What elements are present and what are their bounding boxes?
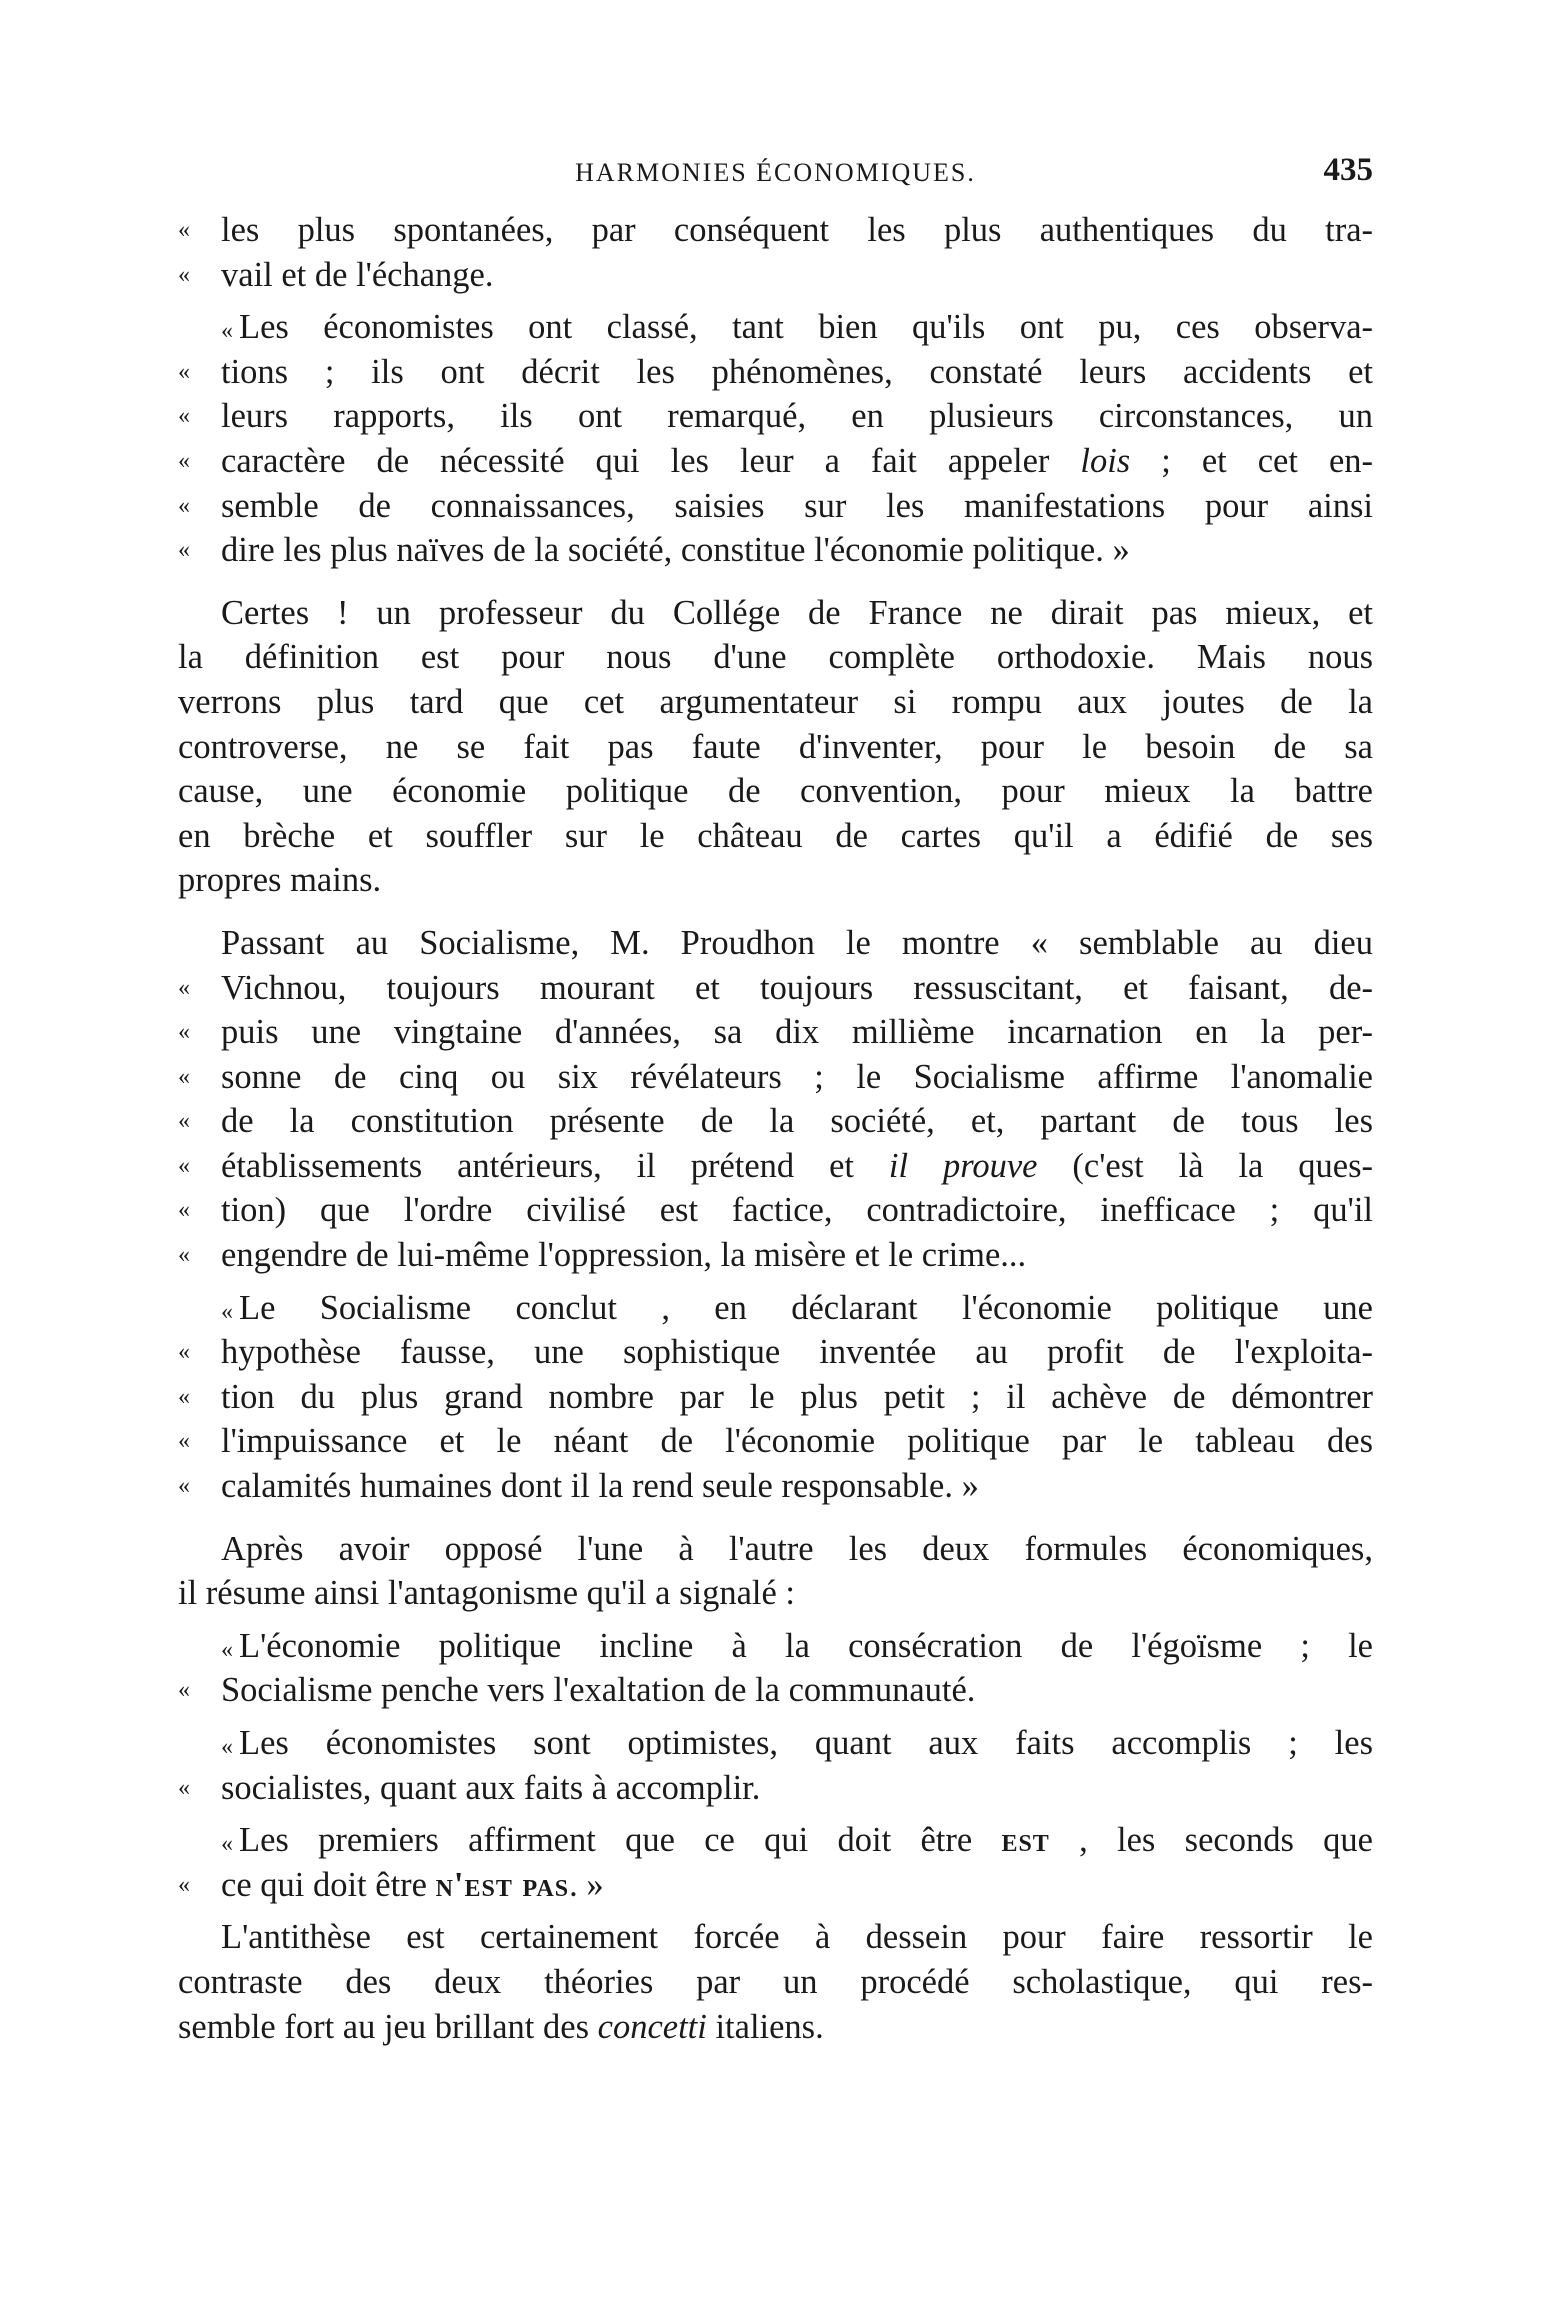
text-line: Après avoir opposé l'une à l'autre les deux formules économiques, [221, 1529, 1373, 1568]
quote-mark: « [178, 447, 190, 474]
text-line: la définition est pour nous d'une complète orthodoxie. Mais nous [178, 638, 1373, 677]
quote-mark: « [178, 358, 190, 385]
text-line: « caractère de nécessité qui les leur a fait appeler lois ; et cet en- [178, 439, 1373, 484]
text-line: controverse, ne se fait pas faute d'inventer, pour le besoin de sa [178, 727, 1373, 766]
text-line: « socialistes, quant aux faits à accomplir. [178, 1766, 1373, 1811]
quote-mark: « [178, 1774, 190, 1801]
quote-mark: « [178, 1197, 190, 1224]
quote-mark: « [178, 1019, 190, 1046]
text-line: « tions ; ils ont décrit les phénomènes, constaté leurs accidents et [178, 350, 1373, 395]
quote-mark: « [221, 1831, 233, 1858]
quote-mark: « [178, 1428, 190, 1455]
quote-mark: « [178, 1473, 190, 1500]
quote-mark: « [178, 537, 190, 564]
italic-term: lois [1080, 441, 1131, 480]
running-head [178, 150, 1373, 200]
quote-mark: « [178, 974, 190, 1001]
text-line: propres mains. [178, 861, 382, 900]
text-line: « puis une vingtaine d'années, sa dix millième incarnation en la per- [178, 1010, 1373, 1055]
text-line: « établissements antérieurs, il prétend et il prouve (c'est là la ques- [178, 1144, 1373, 1189]
text-line: L'antithèse est certainement forcée à dessein pour faire ressortir le [221, 1918, 1373, 1957]
paragraph-certes [178, 591, 1373, 903]
quote-mark: « [178, 1383, 190, 1410]
text-line: « engendre de lui-même l'oppression, la misère et le crime... [178, 1233, 1373, 1278]
text-line: Certes ! un professeur du Collége de France ne dirait pas mieux, et [221, 593, 1373, 632]
quote-mark: « [178, 1242, 190, 1269]
book-page [178, 150, 1373, 2049]
running-title: HARMONIES ÉCONOMIQUES. [575, 158, 976, 187]
text-line: « Les économistes sont optimistes, quant aux faits accomplis ; les [221, 1724, 1373, 1762]
text-line: contraste des deux théories par un procédé scholastique, qui res- [178, 1962, 1373, 2001]
quote-mark: « [178, 261, 190, 288]
text-line: « leurs rapports, ils ont remarqué, en plusieurs circonstances, un [178, 394, 1373, 439]
quote-mark: « [178, 1108, 190, 1135]
text-line: « ce qui doit être n'est pas. » [178, 1863, 1373, 1908]
text-line: « L'économie politique incline à la consécration de l'égoïsme ; le [221, 1626, 1373, 1665]
smallcaps-term: n'est pas [435, 1865, 570, 1904]
quote-mark: « [221, 318, 233, 345]
quote-mark: « [178, 1677, 190, 1704]
text-line: « Le Socialisme conclut , en déclarant l'économie politique une [221, 1288, 1373, 1327]
text-line: verrons plus tard que cet argumentateur si rompu aux joutes de la [178, 682, 1373, 721]
text-line: « calamités humaines dont il la rend seule responsable. » [178, 1464, 1373, 1509]
text-line: « Vichnou, toujours mourant et toujours ressuscitant, et faisant, de- [178, 966, 1373, 1011]
text-line: « sonne de cinq ou six révélateurs ; le Socialisme affirme l'anomalie [178, 1055, 1373, 1100]
text-line: « Les économistes ont classé, tant bien qu'ils ont pu, ces observa- [221, 308, 1373, 347]
text-line: « dire les plus naïves de la société, constitue l'économie politique. » [178, 528, 1373, 573]
text-line: « semble de connaissances, saisies sur les manifestations pour ainsi [178, 484, 1373, 529]
text-line: « Les premiers affirment que ce qui doit être est , les seconds que [221, 1821, 1373, 1860]
paragraph-quote-continuation [178, 208, 1373, 297]
quote-mark: « [221, 1636, 233, 1663]
quote-mark: « [178, 1152, 190, 1179]
paragraph-apres [178, 1527, 1373, 1616]
paragraph-optimistes [178, 1721, 1373, 1810]
quote-mark: « [178, 492, 190, 519]
quote-mark: « [221, 1298, 233, 1325]
text-line: « les plus spontanées, par conséquent les plus authentiques du tra- [178, 208, 1373, 253]
text-line: semble fort au jeu brillant des concetti italiens. [178, 2007, 824, 2046]
paragraph-socialisme-conclut [178, 1286, 1373, 1509]
quote-mark: « [178, 1063, 190, 1090]
text-line: « tion du plus grand nombre par le plus petit ; il achève de démontrer [178, 1375, 1373, 1420]
paragraph-economists-quote [178, 305, 1373, 573]
paragraph-antithese [178, 1915, 1373, 2049]
quote-mark: « [221, 1734, 233, 1760]
quote-mark: « [178, 1339, 190, 1366]
text-line: « de la constitution présente de la société, et, partant de tous les [178, 1099, 1373, 1144]
text-line: « vail et de l'échange. [178, 253, 1373, 298]
smallcaps-term: est [1001, 1821, 1050, 1860]
page-number: 435 [1323, 152, 1373, 188]
quote-mark: « [178, 1871, 190, 1898]
text-line: cause, une économie politique de convention, pour mieux la battre [178, 772, 1373, 811]
text-line: « l'impuissance et le néant de l'économie politique par le tableau des [178, 1419, 1373, 1464]
paragraph-socialisme [178, 921, 1373, 1278]
paragraph-egoisme [178, 1624, 1373, 1713]
italic-term: concetti [597, 2007, 707, 2046]
italic-term: il prouve [888, 1146, 1038, 1185]
text-line: en brèche et souffler sur le château de cartes qu'il a édifié de ses [178, 816, 1373, 855]
text-line: Passant au Socialisme, M. Proudhon le montre « semblable au dieu [221, 923, 1373, 962]
text-line: « hypothèse fausse, une sophistique inventée au profit de l'exploita- [178, 1330, 1373, 1375]
text-line: il résume ainsi l'antagonisme qu'il a signalé : [178, 1574, 796, 1613]
text-line: « Socialisme penche vers l'exaltation de la communauté. [178, 1668, 1373, 1713]
paragraph-premiers [178, 1818, 1373, 1907]
quote-mark: « [178, 403, 190, 430]
quote-mark: « [178, 217, 190, 243]
text-line: « tion) que l'ordre civilisé est factice, contradictoire, inefficace ; qu'il [178, 1188, 1373, 1233]
